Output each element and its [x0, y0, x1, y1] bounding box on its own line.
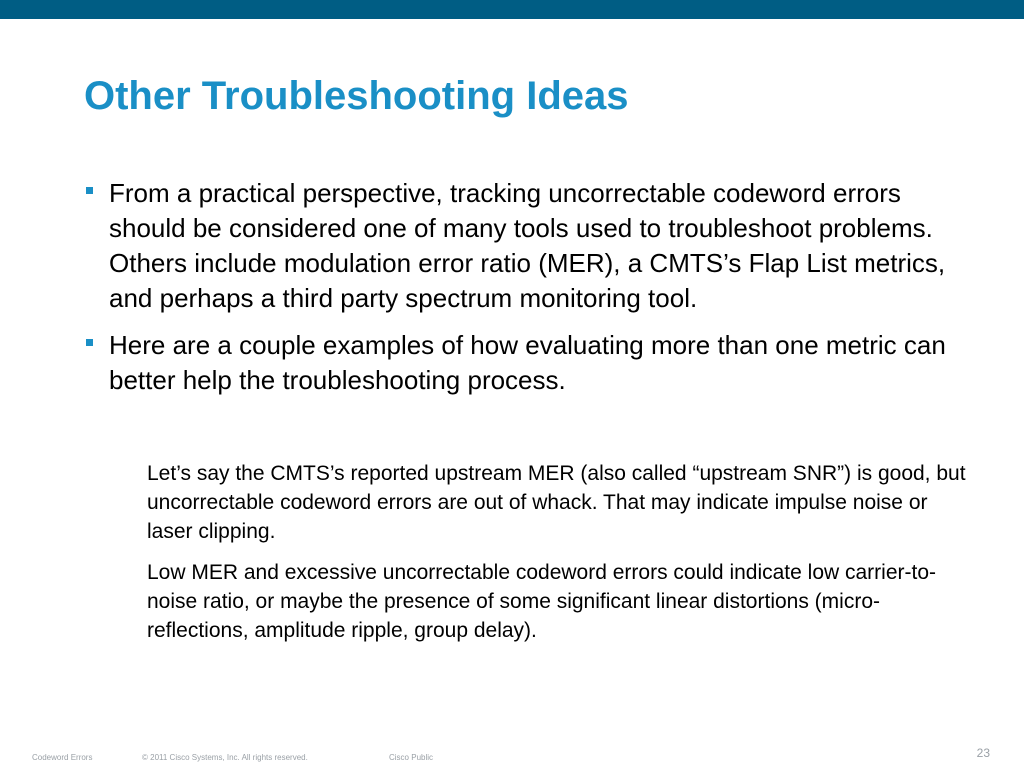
bullet-item — [84, 328, 954, 398]
page-number: 23 — [976, 746, 990, 760]
footer-topic: Codeword Errors — [32, 753, 93, 762]
footer-copyright: © 2011 Cisco Systems, Inc. All rights reserved. — [142, 753, 308, 762]
bullet-text: Here are a couple examples of how evaluating more than one metric can better help the troubleshooting process. — [109, 330, 946, 395]
top-bar — [0, 0, 1024, 19]
square-bullet-icon — [86, 187, 93, 194]
bullet-list — [84, 176, 954, 410]
slide-title: Other Troubleshooting Ideas — [84, 74, 629, 118]
footer-classification: Cisco Public — [389, 753, 434, 762]
square-bullet-icon — [86, 339, 93, 346]
bullet-item — [84, 176, 954, 316]
sub-bullet-item: Let’s say the CMTS’s reported upstream MER (also called “upstream SNR”) is good, but uncorrectable codeword errors are out of whack. That may indicate impulse noise or laser clipping. — [147, 462, 966, 543]
footer — [0, 752, 1024, 766]
sub-bullet-item: Low MER and excessive uncorrectable codeword errors could indicate low carrier-to-noise ratio, or maybe the presence of some significant linear distortions (micro-reflections, amplitude ripple, group delay). — [147, 561, 937, 642]
bullet-text: From a practical perspective, tracking uncorrectable codeword errors should be considered one of many tools used to troubleshoot problems. Others include modulation error ratio (MER), a CMTS’s Flap List metrics, and perhaps a third party spectrum monitoring tool. — [109, 178, 946, 313]
sub-bullet-list — [147, 459, 967, 657]
